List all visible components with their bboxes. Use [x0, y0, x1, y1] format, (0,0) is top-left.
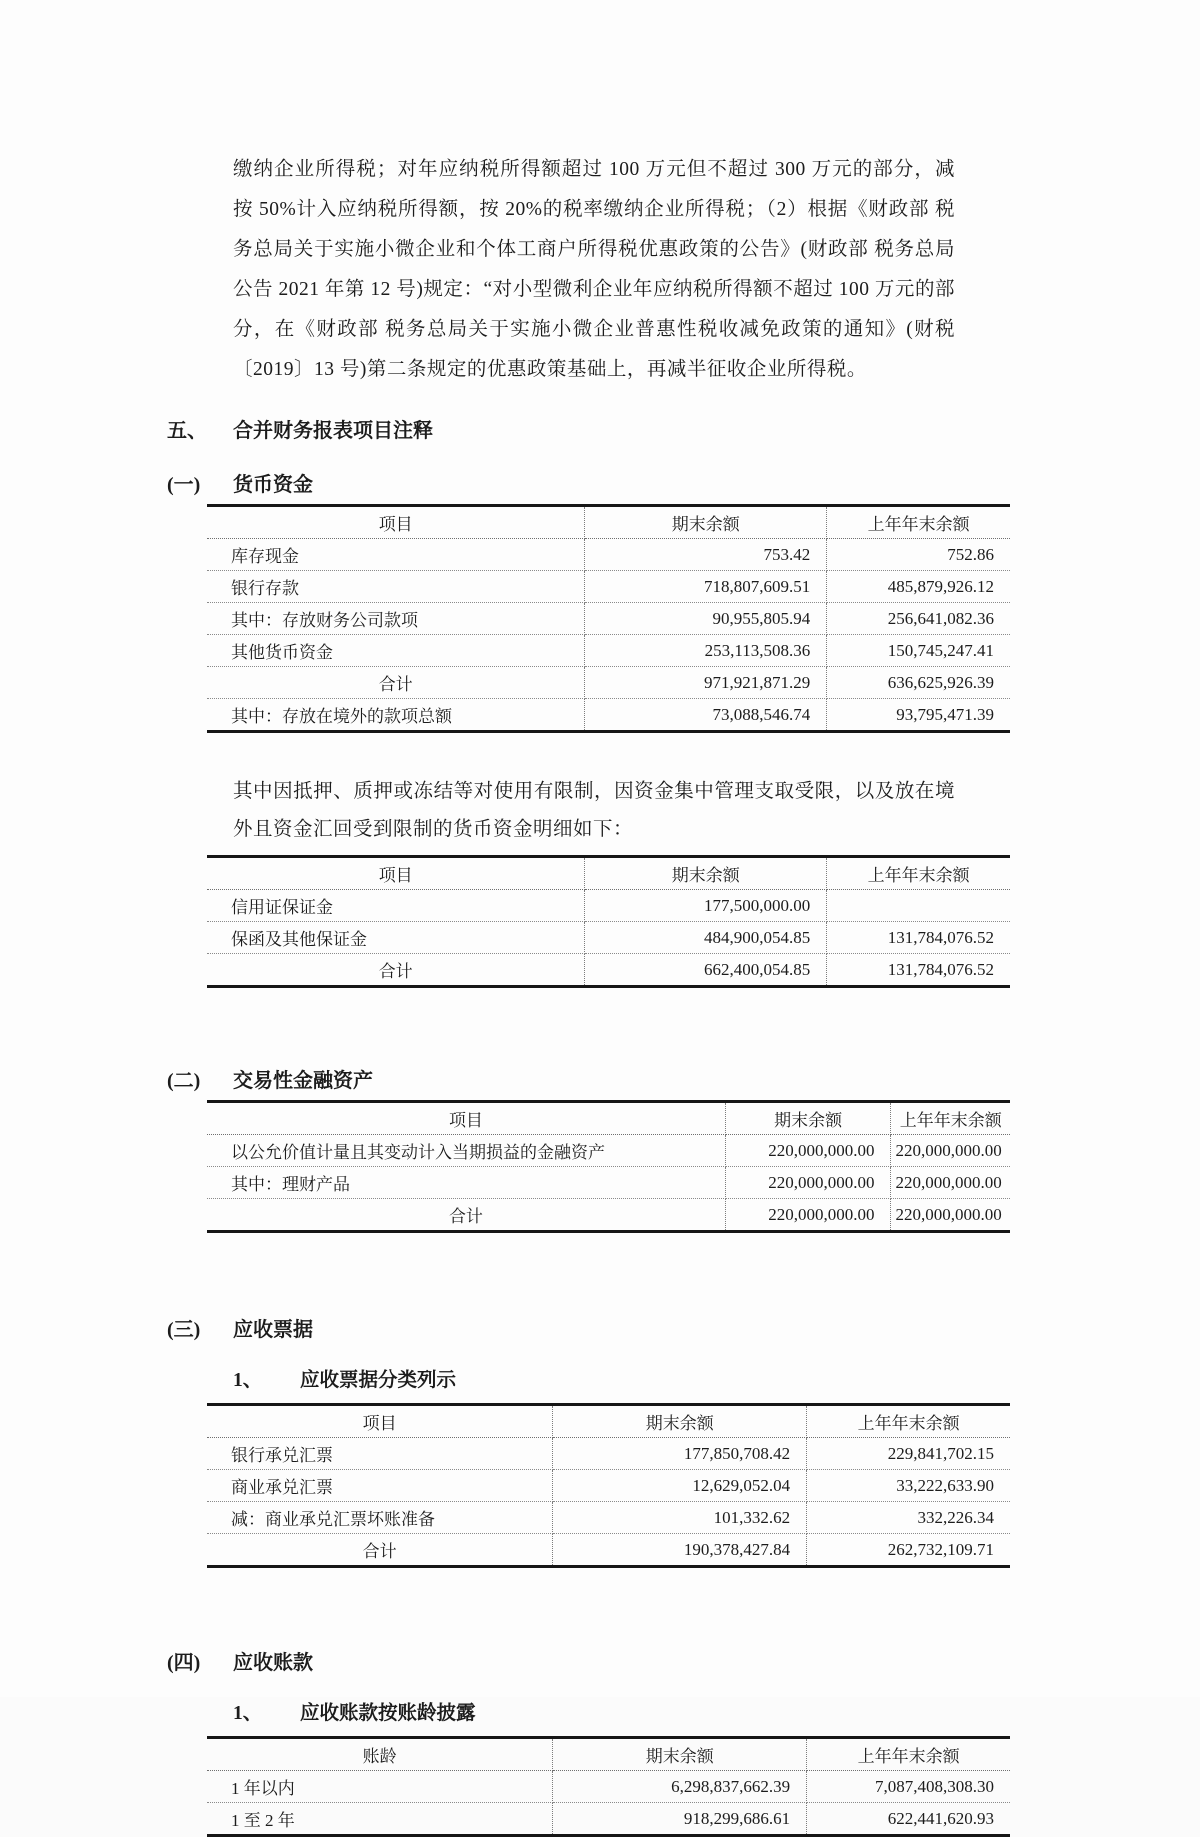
amount-cell: 752.86 [827, 539, 1010, 571]
amount-cell: 256,641,082.36 [827, 603, 1010, 635]
section-heading-notes-receivable [167, 1315, 1010, 1345]
column-header: 项目 [207, 506, 585, 539]
column-header: 项目 [207, 857, 585, 890]
row-label: 保函及其他保证金 [207, 922, 585, 954]
amount-cell: 718,807,609.51 [585, 571, 827, 603]
section-heading-accounts-receivable [167, 1648, 1010, 1678]
amount-cell: 332,226.34 [807, 1502, 1010, 1534]
amount-cell: 220,000,000.00 [891, 1135, 1010, 1167]
amount-cell: 253,113,508.36 [585, 635, 827, 667]
table-row [207, 1803, 1010, 1836]
amount-cell: 131,784,076.52 [827, 922, 1010, 954]
amount-cell: 131,784,076.52 [887, 959, 994, 979]
column-header: 上年年末余额 [891, 1102, 1010, 1135]
table-header-row [207, 857, 1010, 890]
table-row [207, 699, 1010, 732]
column-header: 账龄 [207, 1738, 553, 1771]
table-row [207, 1771, 1010, 1803]
amount-cell: 7,087,408,308.30 [807, 1771, 1010, 1803]
section-title: 应收账款 [233, 1652, 313, 1674]
amount-cell: 220,000,000.00 [725, 1199, 891, 1232]
amount-cell: 12,629,052.04 [553, 1470, 807, 1502]
column-header: 期末余额 [725, 1102, 891, 1135]
subsection-title: 应收账款按账龄披露 [300, 1703, 476, 1724]
section-heading-monetary-funds [167, 470, 1010, 500]
amount-cell: 971,921,871.29 [585, 667, 827, 699]
row-label: 银行承兑汇票 [207, 1438, 553, 1470]
table-row [207, 603, 1010, 635]
section-number: (一) [167, 474, 201, 496]
restricted-funds-paragraph: 其中因抵押、质押或冻结等对使用有限制，因资金集中管理支取受限，以及放在境外且资金汇回受到限制的货币资金明细如下： [233, 781, 955, 840]
amount-cell: 150,745,247.41 [827, 635, 1010, 667]
column-header: 期末余额 [553, 1405, 807, 1438]
section-title: 应收票据 [233, 1319, 313, 1341]
table-header-row [207, 1738, 1010, 1771]
table-row [207, 1502, 1010, 1534]
amount-cell: 662,400,054.85 [585, 954, 827, 987]
row-label: 银行存款 [207, 571, 585, 603]
section-number: (二) [167, 1070, 201, 1092]
spacer [207, 1237, 1010, 1291]
table-row [207, 1167, 1010, 1199]
row-label: 其他货币资金 [207, 635, 585, 667]
subsection-title: 应收票据分类列示 [300, 1370, 457, 1391]
amount-cell: 220,000,000.00 [725, 1167, 891, 1199]
notes-receivable-table [207, 1403, 1010, 1568]
amount-cell: 485,879,926.12 [827, 571, 1010, 603]
row-label: 库存现金 [207, 539, 585, 571]
amount-cell: 622,441,620.93 [887, 1808, 994, 1828]
amount-cell: 220,000,000.00 [895, 1204, 1002, 1224]
table-row [207, 1199, 1010, 1232]
column-header: 期末余额 [553, 1738, 807, 1771]
amount-cell: 229,841,702.15 [807, 1438, 1010, 1470]
amount-cell: 33,222,633.90 [807, 1470, 1010, 1502]
column-header: 上年年末余额 [807, 1738, 1010, 1771]
table-row [207, 1135, 1010, 1167]
row-label: 合计 [207, 1534, 553, 1567]
table-header-row [207, 506, 1010, 539]
row-label: 合计 [207, 667, 585, 699]
amount-cell: 73,088,546.74 [585, 699, 827, 732]
trading-assets-table [207, 1100, 1010, 1233]
table-row [207, 539, 1010, 571]
column-header: 项目 [207, 1405, 553, 1438]
section-title: 合并财务报表项目注释 [233, 420, 433, 442]
table-row [207, 667, 1010, 699]
section-title: 货币资金 [233, 474, 313, 496]
monetary-funds-table [207, 504, 1010, 733]
row-label: 其中：存放财务公司款项 [207, 603, 585, 635]
amount-cell: 6,298,837,662.39 [553, 1771, 807, 1803]
restricted-funds-table [207, 855, 1010, 988]
row-label: 商业承兑汇票 [207, 1470, 553, 1502]
table-row [207, 1438, 1010, 1470]
section-heading-consolidated-notes [167, 416, 1010, 446]
table-row [207, 1470, 1010, 1502]
subsection-number: 1、 [233, 1703, 263, 1724]
row-label: 减：商业承兑汇票坏账准备 [207, 1502, 553, 1534]
subsection-heading-ar-aging [233, 1700, 1010, 1728]
row-label: 以公允价值计量且其变动计入当期损益的金融资产 [207, 1135, 725, 1167]
column-header: 上年年末余额 [827, 857, 1010, 890]
table-row [207, 954, 1010, 987]
table-row [207, 1534, 1010, 1567]
table-row [207, 635, 1010, 667]
row-label: 合计 [207, 1199, 725, 1232]
amount-cell: 918,299,686.61 [553, 1803, 807, 1836]
amount-cell: 262,732,109.71 [887, 1539, 994, 1559]
spacer [207, 1572, 1010, 1624]
column-header: 期末余额 [585, 506, 827, 539]
column-header: 上年年末余额 [827, 506, 1010, 539]
amount-cell: 177,850,708.42 [553, 1438, 807, 1470]
table-row [207, 922, 1010, 954]
section-heading-trading-assets [167, 1066, 1010, 1096]
amount-cell: 636,625,926.39 [827, 667, 1010, 699]
section-title: 交易性金融资产 [233, 1070, 373, 1092]
column-header: 上年年末余额 [807, 1405, 1010, 1438]
amount-cell: 93,795,471.39 [896, 704, 994, 724]
row-label: 合计 [207, 954, 585, 987]
amount-cell [827, 890, 1010, 922]
amount-cell: 90,955,805.94 [585, 603, 827, 635]
row-label: 其中：存放在境外的款项总额 [207, 699, 585, 732]
row-label: 其中：理财产品 [207, 1167, 725, 1199]
section-number: (三) [167, 1319, 201, 1341]
amount-cell: 177,500,000.00 [585, 890, 827, 922]
tax-policy-paragraph: 缴纳企业所得税；对年应纳税所得额超过 100 万元但不超过 300 万元的部分，减按 50%计入应纳税所得额，按 20%的税率缴纳企业所得税；（2）根据《财政部 税务总局关于实施小微企业和个体工商户所得税优惠政策的公告》(财政部 税务总局公告 2021 年第 12 号)规定：“对小型微利企业年应纳税所得额不超过 100 万元的部分，在《财政部 税务总局关于实施小微企业普惠性税收减免政策的通知》(财税〔2019〕13 号)第二条规定的优惠政策基础上，再减半征收企业所得税。 [233, 159, 955, 380]
table-header-row [207, 1102, 1010, 1135]
amount-cell: 484,900,054.85 [585, 922, 827, 954]
spacer [207, 992, 1010, 1042]
table-header-row [207, 1405, 1010, 1438]
column-header: 项目 [207, 1102, 725, 1135]
row-label: 信用证保证金 [207, 890, 585, 922]
row-label: 1 至 2 年 [207, 1803, 553, 1836]
subsection-number: 1、 [233, 1370, 263, 1391]
table-row [207, 890, 1010, 922]
section-number: (四) [167, 1652, 201, 1674]
row-label: 1 年以内 [207, 1771, 553, 1803]
amount-cell: 220,000,000.00 [891, 1167, 1010, 1199]
accounts-receivable-aging-table [207, 1736, 1010, 1837]
amount-cell: 753.42 [585, 539, 827, 571]
section-number: 五、 [167, 420, 207, 442]
column-header: 期末余额 [585, 857, 827, 890]
amount-cell: 220,000,000.00 [725, 1135, 891, 1167]
subsection-heading-notes-classification [233, 1367, 1010, 1395]
amount-cell: 101,332.62 [553, 1502, 807, 1534]
amount-cell: 190,378,427.84 [553, 1534, 807, 1567]
table-row [207, 571, 1010, 603]
